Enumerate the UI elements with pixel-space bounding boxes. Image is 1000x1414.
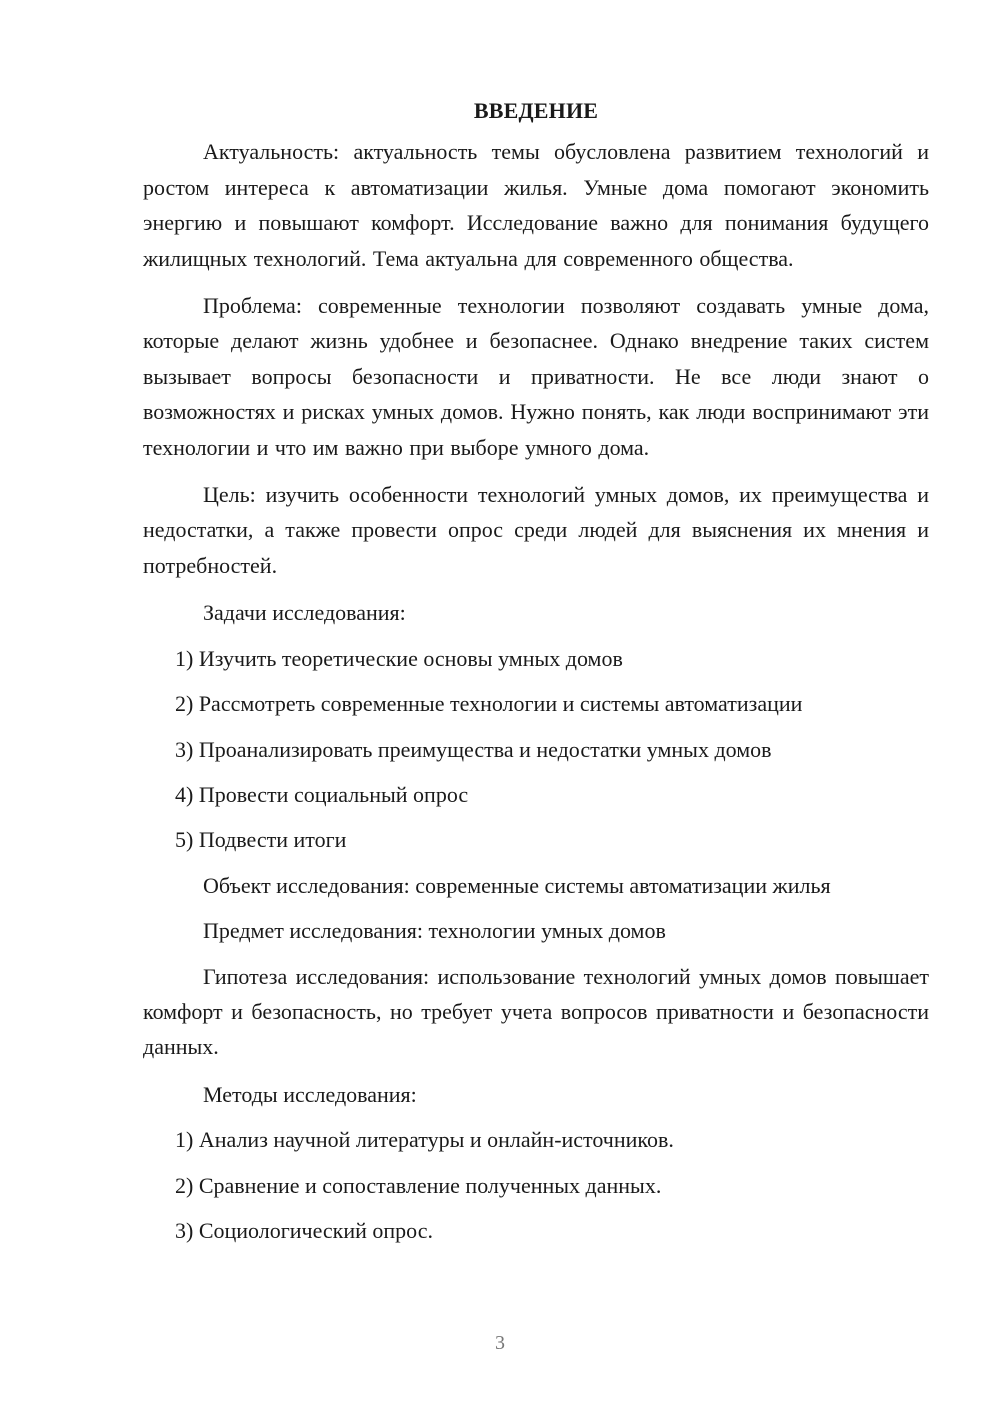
section-heading: ВВЕДЕНИЕ	[473, 98, 599, 123]
text-column	[143, 93, 929, 1258]
tasks-title: Задачи исследования:	[203, 600, 406, 626]
task-item: 1) Изучить теоретические основы умных домов	[175, 645, 623, 671]
goal-paragraph: Цель: изучить особенности технологий умных домов, их преимущества и недостатки, а также провести опрос среди людей для выяснения их мнения и потребностей.	[143, 482, 929, 578]
hypothesis-paragraph: Гипотеза исследования: использование технологий умных домов повышает комфорт и безопасность, но требует учета вопросов приватности и безопасности данных.	[143, 963, 929, 1060]
object-line: Объект исследования: современные системы автоматизации жилья	[203, 872, 831, 898]
task-item: 3) Проанализировать преимущества и недостатки умных домов	[175, 736, 772, 762]
task-item: 4) Провести социальный опрос	[175, 781, 469, 807]
problem-paragraph: Проблема: современные технологии позволяют создавать умные дома, которые делают жизнь удобнее и безопаснее. Однако внедрение таких систем вызывает вопросы безопасности и приватности. Не все люди знают о возможностях и рисках умных домов. Нужно понять, как люди воспринимают эти технологии и что им важно при выборе умного дома.	[143, 293, 929, 460]
task-item: 5) Подвести итоги	[175, 827, 347, 853]
task-item: 2) Рассмотреть современные технологии и системы автоматизации	[175, 691, 803, 717]
page-number: 3	[495, 1332, 505, 1354]
method-item: 2) Сравнение и сопоставление полученных данных.	[175, 1172, 662, 1198]
methods-list	[143, 1122, 929, 1248]
methods-title: Методы исследования:	[203, 1081, 417, 1107]
tasks-list	[143, 641, 929, 858]
method-item: 3) Социологический опрос.	[175, 1217, 433, 1243]
method-item: 1) Анализ научной литературы и онлайн-источников.	[175, 1127, 674, 1153]
relevance-paragraph: Актуальность: актуальность темы обусловлена развитием технологий и ростом интереса к автоматизации жилья. Умные дома помогают экономить энергию и повышают комфорт. Исследование важно для понимания будущего жилищных технологий. Тема актуальна для современного общества.	[143, 139, 929, 271]
subject-line: Предмет исследования: технологии умных домов	[203, 918, 666, 944]
